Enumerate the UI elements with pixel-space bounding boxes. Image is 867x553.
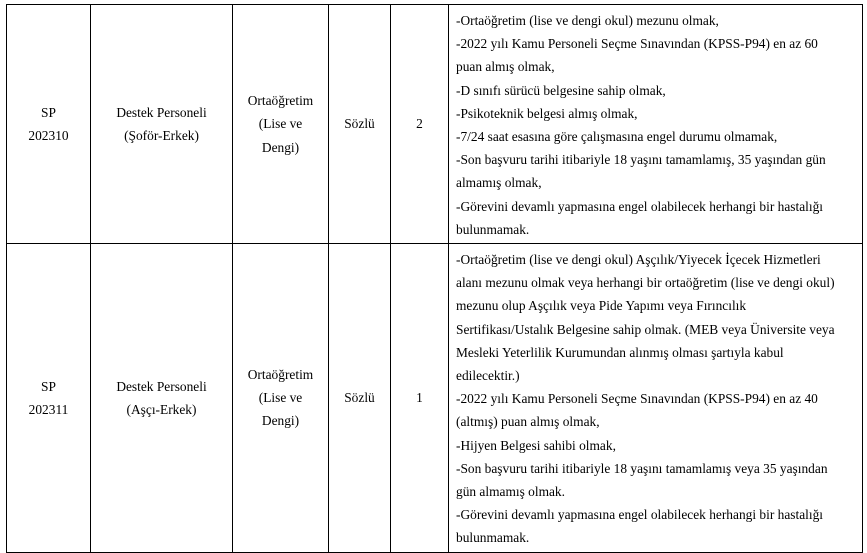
job-positions-table	[6, 4, 863, 553]
requirement-line: alanı mezunu olmak veya herhangi bir ortaöğretim (lise ve dengi okul)	[456, 275, 835, 291]
exam-type-cell	[329, 244, 391, 553]
education-cell	[233, 5, 329, 244]
requirement-line: -Ortaöğretim (lise ve dengi okul) Aşçılık/Yiyecek İçecek Hizmetleri	[456, 252, 821, 268]
position-code-cell	[7, 5, 91, 244]
requirement-line: almamış olmak,	[456, 175, 542, 191]
table-row	[7, 5, 863, 244]
code-prefix: SP	[41, 378, 56, 394]
position-title-cell	[91, 244, 233, 553]
education-cell	[233, 244, 329, 553]
requirement-line: -D sınıfı sürücü belgesine sahip olmak,	[456, 82, 666, 98]
exam-type: Sözlü	[344, 116, 375, 132]
education-detail: Dengi)	[261, 139, 300, 155]
exam-type-cell	[329, 5, 391, 244]
position-subtitle: (Şoför-Erkek)	[124, 128, 199, 144]
requirement-line: -2022 yılı Kamu Personeli Seçme Sınavından (KPSS-P94) en az 60	[456, 36, 818, 52]
requirement-line: -Hijyen Belgesi sahibi olmak,	[456, 437, 616, 453]
requirement-line: -Ortaöğretim (lise ve dengi okul) mezunu olmak,	[456, 13, 719, 28]
requirements-cell	[449, 5, 863, 244]
requirement-line: -Son başvuru tarihi itibariyle 18 yaşını tamamlamış, 35 yaşından gün	[456, 152, 826, 168]
position-count: 2	[416, 116, 423, 132]
requirement-line: -Görevini devamlı yapmasına engel olabilecek herhangi bir hastalığı	[456, 507, 824, 523]
requirement-line: puan almış olmak,	[456, 59, 555, 75]
position-title: Destek Personeli	[116, 378, 207, 394]
requirement-line: bulunmamak.	[456, 530, 530, 546]
requirement-line: -Psikoteknik belgesi almış olmak,	[456, 105, 638, 121]
education-level: Ortaöğretim	[247, 93, 314, 109]
code-number: 202311	[28, 401, 69, 417]
education-detail: Dengi)	[261, 413, 300, 429]
position-code-cell	[7, 244, 91, 553]
education-level: Ortaöğretim	[247, 367, 314, 383]
requirement-line: gün almamış olmak.	[456, 484, 565, 500]
requirement-line: -2022 yılı Kamu Personeli Seçme Sınavından (KPSS-P94) en az 40	[456, 391, 818, 407]
requirement-line: (altmış) puan almış olmak,	[456, 414, 600, 430]
requirement-line: Sertifikası/Ustalık Belgesine sahip olmak. (MEB veya Üniversite veya	[456, 321, 835, 337]
code-number: 202310	[28, 128, 69, 144]
position-subtitle: (Aşçı-Erkek)	[126, 401, 197, 417]
education-detail: (Lise ve	[258, 390, 303, 406]
code-prefix: SP	[41, 104, 56, 120]
table-row	[7, 244, 863, 553]
education-detail: (Lise ve	[258, 116, 303, 132]
requirement-line: bulunmamak.	[456, 221, 530, 237]
requirement-line: edilecektir.)	[456, 368, 520, 384]
requirement-line: -Son başvuru tarihi itibariyle 18 yaşını tamamlamış veya 35 yaşından	[456, 460, 828, 476]
requirements-cell	[449, 244, 863, 553]
count-cell	[391, 5, 449, 244]
exam-type: Sözlü	[344, 390, 375, 406]
requirement-line: Mesleki Yeterlilik Kurumundan alınmış olması şartıyla kabul	[456, 344, 784, 360]
position-count: 1	[416, 390, 423, 406]
requirement-line: mezunu olup Aşçılık veya Pide Yapımı veya Fırıncılık	[456, 298, 747, 314]
position-title: Destek Personeli	[116, 104, 207, 120]
requirement-line: -Görevini devamlı yapmasına engel olabilecek herhangi bir hastalığı	[456, 198, 824, 214]
position-title-cell	[91, 5, 233, 244]
requirement-line: -7/24 saat esasına göre çalışmasına engel durumu olmamak,	[456, 129, 778, 145]
count-cell	[391, 244, 449, 553]
